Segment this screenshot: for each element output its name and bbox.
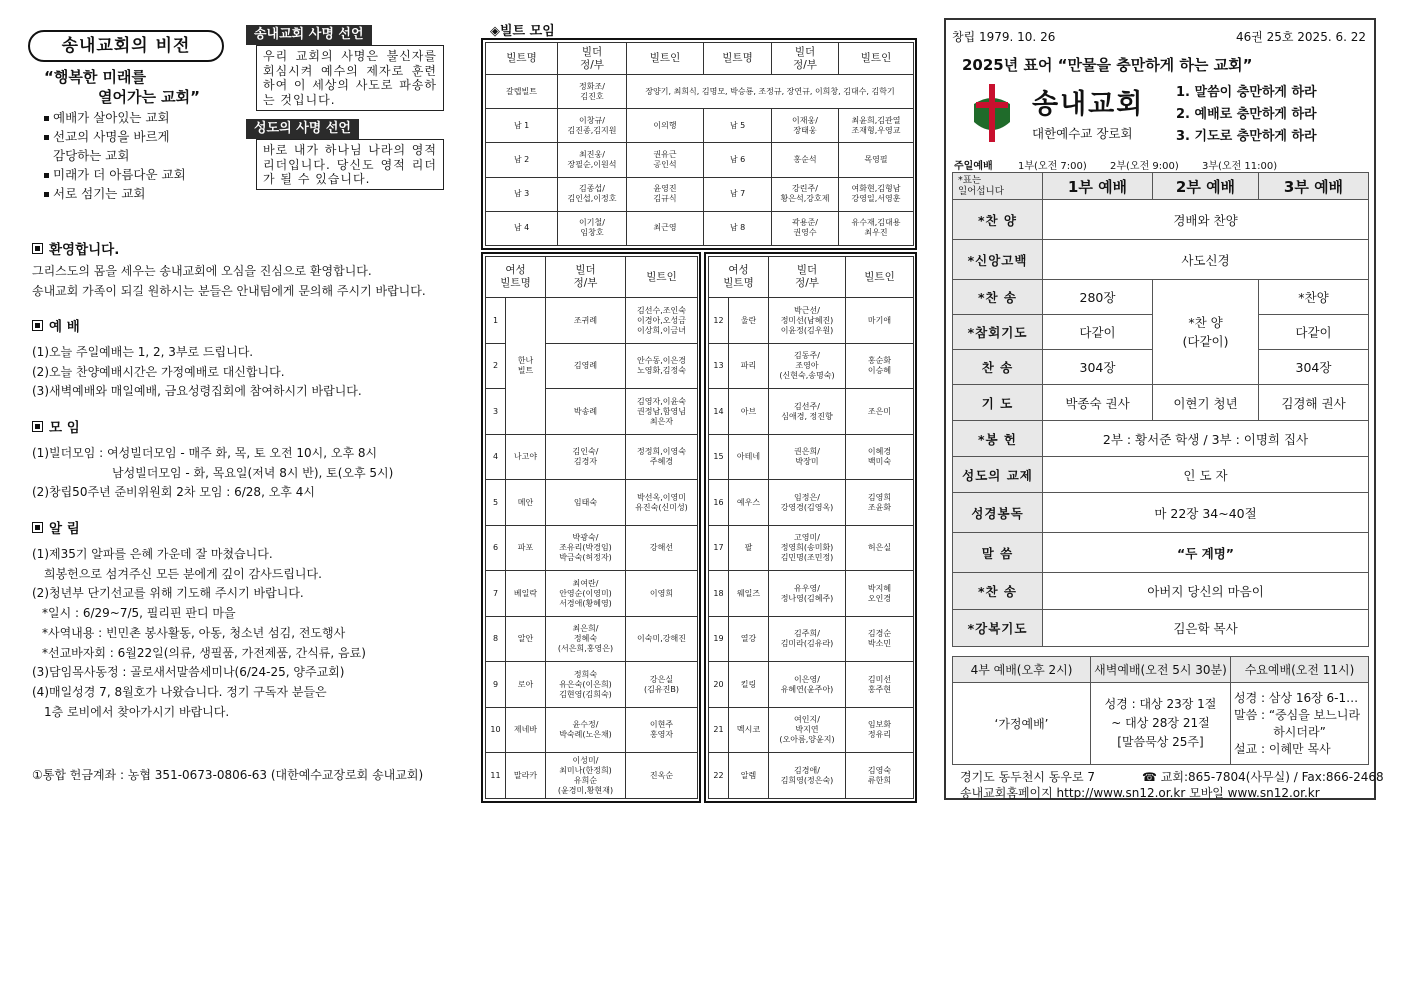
church-name: 송내교회: [1032, 89, 1145, 120]
dawn-worship: 성경 : 대상 23장 1절 ~ 대상 28장 21절 [말씀묵상 25주]: [1091, 683, 1231, 765]
family-worship: ‘가정예배’: [953, 683, 1091, 765]
vision-item: 선교의 사명을 바르게: [44, 127, 186, 146]
table-row: 남 2 최진웅/ 장필순,이원석 권유근 공인석 남 6 홍순석 목영필: [486, 143, 914, 177]
table-row: 1 한나 빌트 조귀례 김선수,조인숙 이경아,오성금 이상희,이금녀: [486, 298, 698, 344]
service-header: 2부 예배: [1153, 173, 1259, 200]
women-builders-right-table: [708, 256, 914, 799]
goal-item: 1. 말씀이 충만하게 하라: [1176, 85, 1317, 100]
table-row: 16 예우스 임정은/ 강영경(김영옥) 김영희 조윤화: [709, 480, 914, 526]
women-builders-left-table: [485, 256, 698, 799]
table-row: 9 로아 정희숙 유은숙(이은희) 김현영(김희숙) 강은실 (김유진B): [486, 662, 698, 708]
table-row: 11 말라카 이성미/ 최미나(한정희) 유희순 (윤경미,황현재) 진옥순: [486, 753, 698, 799]
vision-item: 미래가 더 아름다운 교회: [44, 165, 186, 184]
vision-list: [44, 108, 186, 203]
women-builders-right-frame: [704, 252, 917, 803]
table-row: 성경봉독 마 22장 34~40절: [953, 493, 1369, 533]
church-phone: ☎ 교회:865-7804(사무실) / Fax:866-2468: [1142, 770, 1384, 784]
table-row: *신앙고백 사도신경: [953, 240, 1369, 280]
table-row: 5 메안 임태숙 박선옥,이영미 유진숙(신미성): [486, 480, 698, 526]
vision-title: 송내교회의 비전: [28, 30, 224, 62]
church-address: 경기도 동두천시 동우로 7: [960, 770, 1095, 784]
men-builders-table: [485, 42, 914, 246]
church-mission-title: 송내교회 사명 선언: [246, 25, 372, 45]
notice-body: (1)제35기 알파를 은혜 가운데 잘 마쳤습니다. 희봉헌으로 섬겨주신 모든 분에게 깊이 감사드립니다. (2)청년부 단기선교를 위해 기도해 주시기 바랍니다. *일시 : 6/29~7/5, 필리핀 판디 마을 *사역내용 : 빈민촌 봉사활동, 아동, 청소년 섬김, 전도행사 *선교바자회 : 6월22일(의류, 생필품, 가전제품, 간식류, 음료) (3)담임목사동정 : 골로새서말씀세미나(6/24-25, 양주교회) (4)매일성경 7, 8월호가 나왔습니다. 정기 구독자 분들은 1층 로비에서 찾아가시기 바랍니다.: [32, 547, 366, 719]
table-row: *찬 송 280장 *찬 양 (다같이) *찬양: [953, 280, 1369, 315]
table-row: 18 웨일즈 유우영/ 정나영(김혜주) 박지혜 오인경: [709, 571, 914, 617]
square-bullet-icon: [32, 421, 43, 432]
builders-title: ◈빌트 모임: [490, 24, 555, 39]
table-row: 2 김영례 안수동,이은경 노영화,김정숙: [486, 343, 698, 389]
table-row: 12 울란 박근선/ 정미선(남혜진) 이윤정(김우원) 마기애: [709, 298, 914, 344]
notice-heading: 알 림: [32, 517, 80, 537]
col-header: 빌트인: [839, 43, 914, 75]
bullet-icon: [44, 135, 49, 140]
table-row: 6 파포 박광숙/ 조유리(박경임) 박금숙(허정자) 강해선: [486, 525, 698, 571]
meeting-body: (1)빌더모임 : 여성빌더모임 - 매주 화, 목, 토 오전 10시, 오후 8시 남성빌더모임 - 화, 목요일(저녁 8시 반), 토(오후 5시) (2)창립50주년 준비위원회 2차 모임 : 6/28, 오후 4시: [32, 446, 394, 500]
table-row: 21 멕시코 여인지/ 박지연 (오아름,양윤지) 임보화 정유리: [709, 707, 914, 753]
hanna-builder-name: 한나 빌트: [506, 298, 546, 435]
table-row: 20 킬링 이은영/ 유혜연(윤주아) 김미선 홍주현: [709, 662, 914, 708]
table-row: 19 열강 김주희/ 김미라(김유라) 김경순 박소민: [709, 616, 914, 662]
table-row: *강복기도 김은학 목사: [953, 610, 1369, 647]
col-header: 빌트인: [846, 257, 914, 298]
worship-order-table: [952, 172, 1369, 647]
table-row: 10 제네바 윤수정/ 박숙례(노은채) 이현주 홍영자: [486, 707, 698, 753]
table-row: 22 알렘 김경애/ 김희영(정은숙) 김영숙 류한희: [709, 753, 914, 799]
welcome-heading: 환영합니다.: [32, 238, 119, 258]
service-header: 4부 예배(오후 2시): [953, 657, 1091, 683]
goals-list: [1176, 82, 1317, 148]
table-row: 기 도 박종숙 권사 이현기 청년 김경해 권사: [953, 385, 1369, 421]
col-header: 빌트명: [704, 43, 772, 75]
issue-info: 46권 25호 2025. 6. 22: [1235, 30, 1366, 44]
table-row: 남 1 이창규/ 김진종,김지원 이의행 남 5 이재웅/ 장태웅 최윤희,김관열 조재형,우영교: [486, 109, 914, 143]
saints-mission-title: 성도의 사명 선언: [246, 119, 359, 139]
col-header: 여성 빌트명: [486, 257, 546, 298]
service-header: 새벽예배(오전 5시 30분): [1091, 657, 1231, 683]
worship-heading: 예 배: [32, 315, 80, 335]
table-row: *참회기도 다같이 다같이: [953, 315, 1369, 350]
bullet-icon: [44, 173, 49, 178]
table-row: *찬 송 아버지 당신의 마음이: [953, 573, 1369, 610]
table-row: 말 씀 “두 계명”: [953, 533, 1369, 573]
table-row: *찬 양 경배와 찬양: [953, 200, 1369, 240]
church-homepage[interactable]: 송내교회홈페이지 http://www.sn12.or.kr 모바일 www.sn12.or.kr: [960, 786, 1320, 800]
bullet-icon: [44, 192, 49, 197]
table-row: 4 나고야 김인숙/ 김경자 정정희,이영숙 주혜경: [486, 434, 698, 480]
vision-item: 감당하는 교회: [53, 148, 130, 163]
table-row: *봉 헌 2부 : 황서준 학생 / 3부 : 이명희 집사: [953, 421, 1369, 457]
vision-item: 서로 섬기는 교회: [44, 184, 186, 203]
women-builders-left-frame: [481, 252, 701, 803]
table-row: 14 아브 김선주/ 심애경, 정진향 조은미: [709, 389, 914, 435]
service-time: 2부(오전 9:00): [1110, 161, 1179, 172]
church-logo-icon: [970, 82, 1014, 144]
slogan-line-1: “행복한 미래를: [44, 68, 147, 86]
worship-body: (1)오늘 주일예배는 1, 2, 3부로 드립니다. (2)오늘 찬양예배시간은 가정예배로 대신합니다. (3)새벽예배와 매일예배, 금요성령집회에 참여하시기 바랍니다.: [32, 345, 362, 399]
service-time: 1부(오전 7:00): [1018, 161, 1087, 172]
stand-note: *표는 일어섭니다: [953, 173, 1043, 200]
goal-item: 2. 예배로 충만하게 하라: [1176, 107, 1317, 122]
col-header: 빌트인: [626, 257, 698, 298]
square-bullet-icon: [32, 320, 43, 331]
bulletin-panel: [944, 18, 1384, 800]
service-header: 1부 예배: [1043, 173, 1153, 200]
other-services-table: [952, 656, 1369, 765]
vision-item: 예배가 살아있는 교회: [44, 108, 186, 127]
denomination: 대한예수교 장로회: [1032, 126, 1133, 141]
bullet-icon: [44, 116, 49, 121]
service-header: 3부 예배: [1259, 173, 1369, 200]
sunday-label: 주일예배: [954, 161, 993, 172]
col-header: 빌트명: [486, 43, 558, 75]
offering-account: ①통합 헌금계좌 : 농협 351-0673-0806-63 (대한예수교장로회 송내교회): [32, 768, 424, 782]
saints-mission-text: 바로 내가 하나님 나라의 영적 리더입니다. 당신도 영적 리더가 될 수 있습니다.: [256, 139, 444, 190]
service-header: 수요예배(오전 11시): [1231, 657, 1369, 683]
service-time: 3부(오전 11:00): [1202, 161, 1278, 172]
founded-date: 창립 1979. 10. 26: [952, 30, 1056, 44]
table-row: [953, 683, 1369, 765]
goal-item: 3. 기도로 충만하게 하라: [1176, 129, 1317, 144]
col-header: 빌더 정/부: [546, 257, 626, 298]
slogan-line-2: 열어가는 교회”: [98, 88, 201, 106]
welcome-body: 그리스도의 몸을 세우는 송내교회에 오심을 진심으로 환영합니다. 송내교회 가족이 되길 원하시는 분들은 안내팀에게 문의해 주시기 바랍니다.: [32, 264, 426, 298]
men-builders-frame: [481, 38, 917, 250]
col-header: 여성 빌트명: [709, 257, 769, 298]
table-row: 남 3 김종섭/ 김인섭,이정호 윤영진 김규식 남 7 강린주/ 황은석,강호제 여화현,김형남 강영일,서영훈: [486, 177, 914, 211]
motto: 2025년 표어 “만물을 충만하게 하는 교회”: [962, 56, 1253, 74]
table-row: 15 아테네 권은희/ 박장미 이혜경 백미숙: [709, 434, 914, 480]
table-row: 3 박송례 김영자,이윤숙 권정남,함영님 최은자: [486, 389, 698, 435]
col-header: 빌더 정/부: [558, 43, 627, 75]
col-header: 빌더 정/부: [772, 43, 839, 75]
table-row: 8 알안 최은희/ 정혜숙 (서은희,홍영은) 이숙미,강해진: [486, 616, 698, 662]
church-mission-text: 우리 교회의 사명은 불신자를 회심시켜 예수의 제자로 훈련하여 이 세상의 사도로 파송하는 것입니다.: [256, 45, 444, 111]
table-row: 갈렙빌트 정화조/ 김진호 장양기, 최희식, 김명모, 박승룡, 조정규, 장연규, 이희창, 김대수, 김학기: [486, 75, 914, 109]
square-bullet-icon: [32, 243, 43, 254]
col-header: 빌트인: [627, 43, 704, 75]
square-bullet-icon: [32, 522, 43, 533]
table-row: 13 파리 김동주/ 조영아 (신현숙,송명숙) 홍순화 이승혜: [709, 343, 914, 389]
col-header: 빌더 정/부: [769, 257, 846, 298]
table-row: 남 4 이기철/ 임창호 최근영 남 8 곽용준/ 권영수 유수재,김대용 최우진: [486, 211, 914, 245]
table-row: 7 베일락 최여란/ 안영순(이영미) 서경애(황혜영) 이영희: [486, 571, 698, 617]
meeting-heading: 모 임: [32, 416, 80, 436]
table-row: 성도의 교제 인 도 자: [953, 457, 1369, 493]
table-row: 찬 송 304장 304장: [953, 350, 1369, 385]
table-row: 17 팔 고영미/ 정영희(송미화) 김민명(조민정) 허은실: [709, 525, 914, 571]
wednesday-worship: 성경 : 삼상 16장 6-13절 말씀 : “중심을 보느니라 하시더라” 설교 : 이혜만 목사: [1231, 683, 1369, 765]
